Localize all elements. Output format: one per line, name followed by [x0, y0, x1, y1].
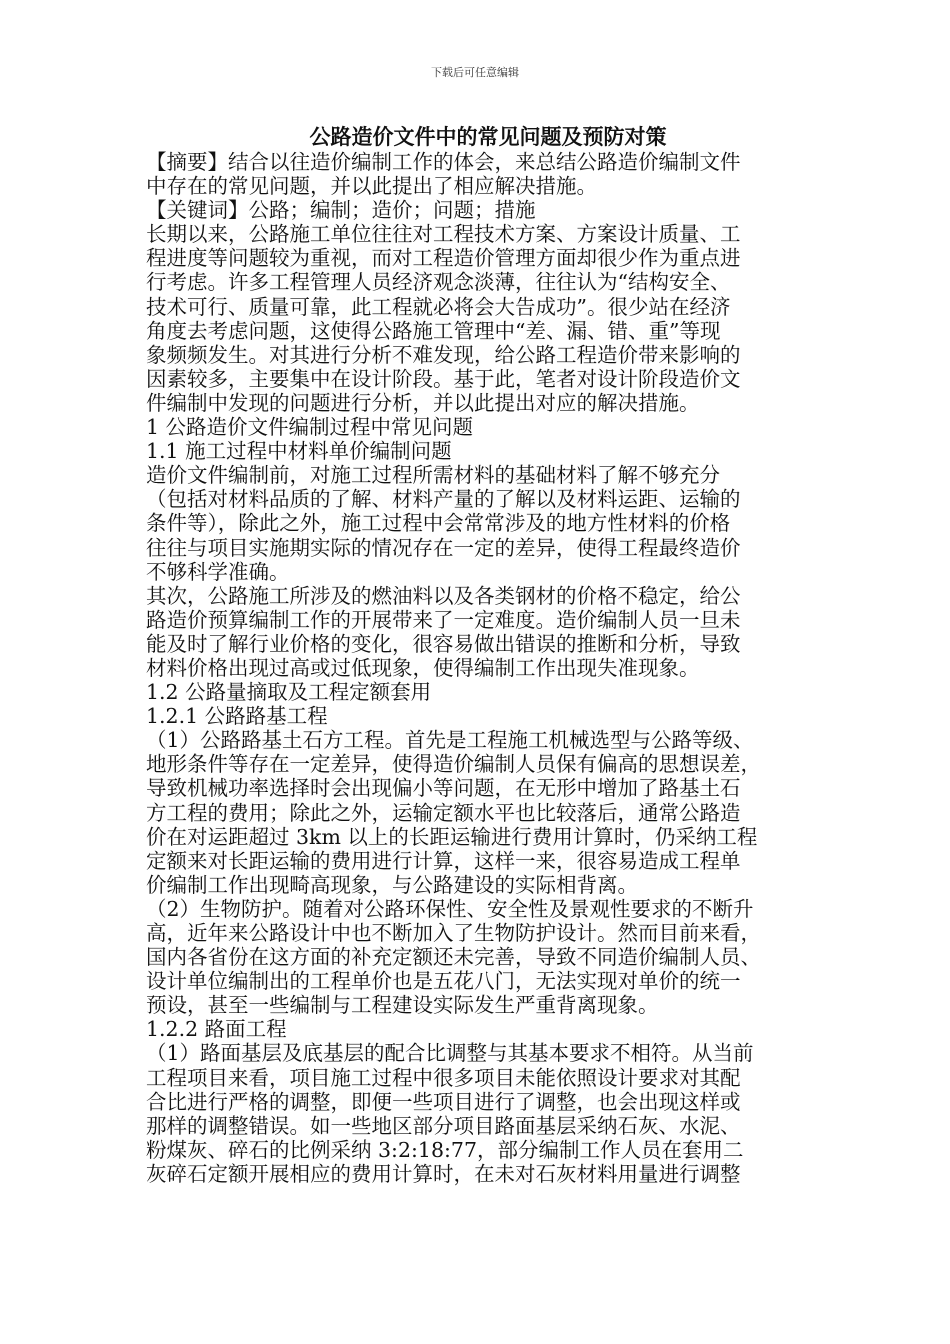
body-text-line: 长期以来，公路施工单位往往对工程技术方案、方案设计质量、工 — [146, 222, 741, 247]
body-text-line: 不够科学准确。 — [146, 559, 290, 584]
subsection-heading: 1.2.2 路面工程 — [146, 1017, 287, 1042]
body-text-line: 因素较多，主要集中在设计阶段。基于此，笔者对设计阶段造价文 — [146, 366, 741, 391]
body-text-line: 技术可行、质量可靠，此工程就必将会大告成功”。很少站在经济 — [146, 294, 731, 319]
abstract-line: 中存在的常见问题，并以此提出了相应解决措施。 — [146, 174, 597, 199]
body-text-line: 象频频发生。对其进行分析不难发现，给公路工程造价带来影响的 — [146, 342, 741, 367]
body-text-line: （包括对材料品质的了解、材料产量的了解以及材料运距、运输的 — [146, 487, 741, 512]
body-text-line: 材料价格出现过高或过低现象，使得编制工作出现失准现象。 — [146, 655, 700, 680]
body-text-line: 往往与项目实施期实际的情况存在一定的差异，使得工程最终造价 — [146, 535, 741, 560]
body-text-line: 角度去考虑问题，这使得公路施工管理中“差、漏、错、重”等现 — [146, 318, 721, 343]
body-text-line: 那样的调整错误。如一些地区部分项目路面基层采纳石灰、水泥、 — [146, 1113, 741, 1138]
body-text-line: 定额来对长距运输的费用进行计算，这样一来，很容易造成工程单 — [146, 848, 741, 873]
body-text-line: 件编制中发现的问题进行分析，并以此提出对应的解决措施。 — [146, 390, 700, 415]
body-text-line: （2）生物防护。随着对公路环保性、安全性及景观性要求的不断升 — [146, 896, 754, 921]
body-text-line: 方工程的费用；除此之外，运输定额水平也比较落后，通常公路造 — [146, 800, 741, 825]
body-text-line: 设计单位编制出的工程单价也是五花八门，无法实现对单价的统一 — [146, 969, 741, 994]
body-text-line: 预设，甚至一些编制与工程建设实际发生严重背离现象。 — [146, 993, 659, 1018]
body-text-line: 地形条件等存在一定差异，使得造价编制人员保有偏高的思想误差， — [146, 752, 761, 777]
body-text-line: 行考虑。许多工程管理人员经济观念淡薄，往往认为“结构安全、 — [146, 270, 731, 295]
subsection-heading: 1.1 施工过程中材料单价编制问题 — [146, 439, 452, 464]
body-text-line: 能及时了解行业价格的变化，很容易做出错误的推断和分析，导致 — [146, 631, 741, 656]
body-text-line: 导致机械功率选择时会出现偏小等问题，在无形中增加了路基土石 — [146, 776, 741, 801]
body-text-line: 条件等），除此之外，施工过程中会常常涉及的地方性材料的价格 — [146, 511, 731, 536]
body-text-line: 工程项目来看，项目施工过程中很多项目未能依照设计要求对其配 — [146, 1065, 741, 1090]
document-title: 公路造价文件中的常见问题及预防对策 — [309, 124, 667, 149]
body-text-line: 合比进行严格的调整，即便一些项目进行了调整，也会出现这样或 — [146, 1089, 741, 1114]
keywords-line: 【关键词】公路；编制；造价；问题；措施 — [146, 198, 536, 223]
section-heading: 1 公路造价文件编制过程中常见问题 — [146, 415, 474, 440]
subsection-heading: 1.2.1 公路路基工程 — [146, 704, 328, 729]
header-note: 下载后可任意编辑 — [431, 66, 519, 79]
body-text-line: 程进度等问题较为重视，而对工程造价管理方面却很少作为重点进 — [146, 246, 741, 271]
body-text-line: （1）路面基层及底基层的配合比调整与其基本要求不相符。从当前 — [146, 1041, 754, 1066]
body-text-line: 其次，公路施工所涉及的燃油料以及各类钢材的价格不稳定，给公 — [146, 583, 741, 608]
body-text-line: 国内各省份在这方面的补充定额还未完善，导致不同造价编制人员、 — [146, 945, 761, 970]
body-text-line: 价编制工作出现畸高现象，与公路建设的实际相背离。 — [146, 872, 638, 897]
body-text-line: 高，近年来公路设计中也不断加入了生物防护设计。然而目前来看， — [146, 921, 761, 945]
abstract-line: 【摘要】结合以往造价编制工作的体会，来总结公路造价编制文件 — [146, 150, 741, 174]
subsection-heading: 1.2 公路量摘取及工程定额套用 — [146, 680, 432, 705]
body-text-line: 价在对运距超过 3km 以上的长距运输进行费用计算时，仍采纳工程 — [146, 824, 758, 849]
document-body — [146, 124, 810, 1186]
body-text-line: 路造价预算编制工作的开展带来了一定难度。造价编制人员一旦未 — [146, 607, 741, 632]
body-text-line: （1）公路路基土石方工程。首先是工程施工机械选型与公路等级、 — [146, 728, 754, 753]
body-text-line: 灰碎石定额开展相应的费用计算时，在未对石灰材料用量进行调整 — [146, 1161, 741, 1186]
body-text-line: 粉煤灰、碎石的比例采纳 3:2:18:77，部分编制工作人员在套用二 — [146, 1137, 744, 1162]
body-text-line: 造价文件编制前，对施工过程所需材料的基础材料了解不够充分 — [146, 463, 720, 488]
